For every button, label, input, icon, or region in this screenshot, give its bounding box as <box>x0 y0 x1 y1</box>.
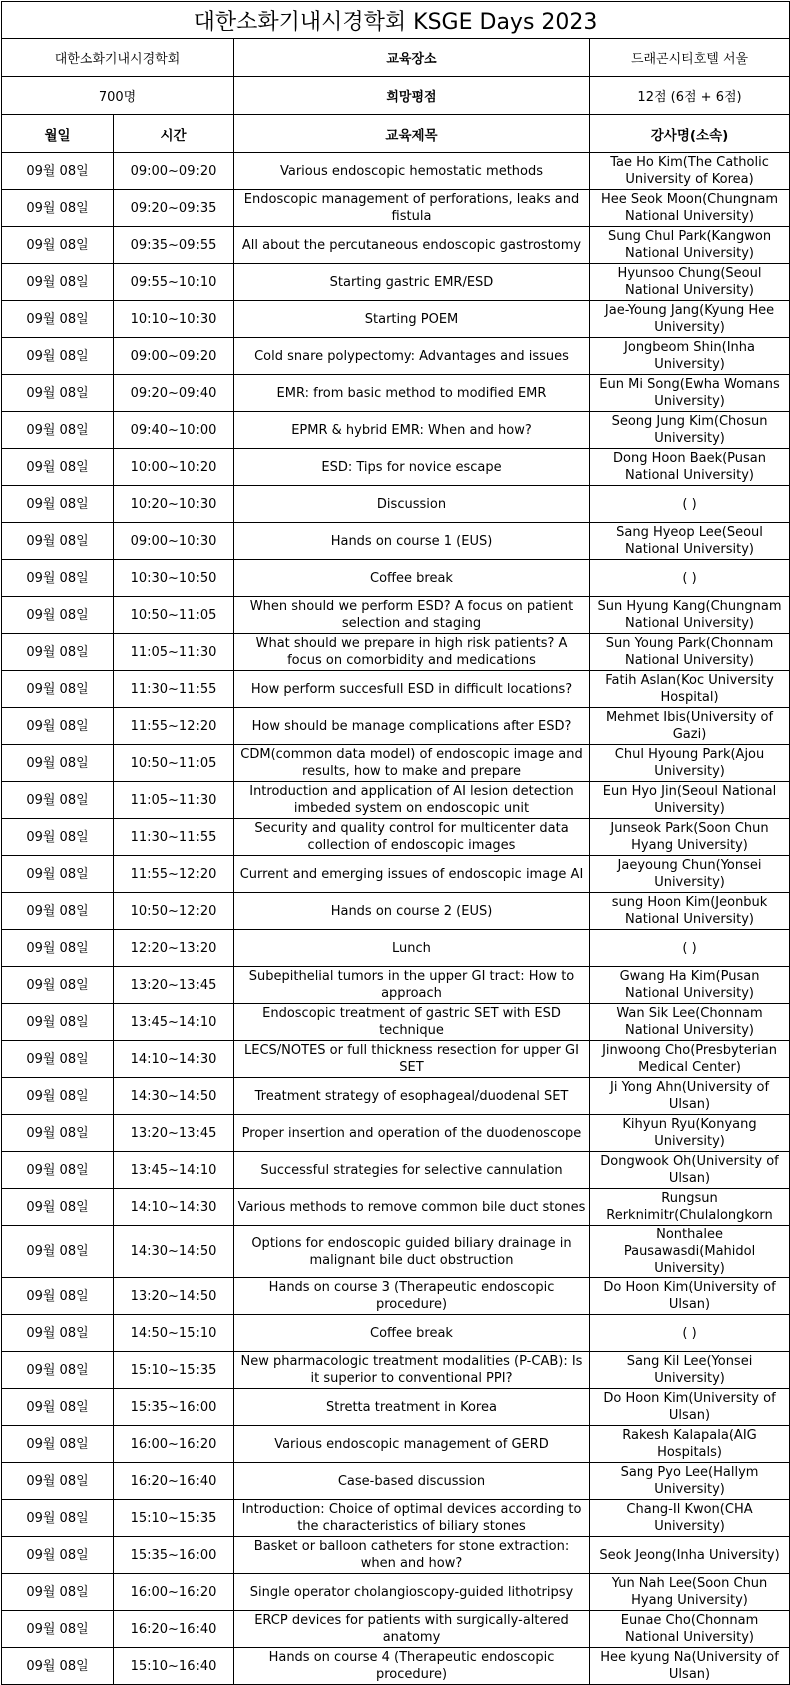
table-row <box>2 708 790 745</box>
cell-time: 10:50~12:20 <box>114 893 234 930</box>
cell-date: 09월 08일 <box>2 190 114 227</box>
table-row <box>2 1115 790 1152</box>
cell-time: 11:05~11:30 <box>114 634 234 671</box>
cell-time: 15:35~16:00 <box>114 1389 234 1426</box>
cell-topic: Introduction: Choice of optimal devices according to the characteristics of biliary stones <box>234 1500 590 1537</box>
cell-topic: Endoscopic treatment of gastric SET with ESD technique <box>234 1004 590 1041</box>
cell-time: 11:55~12:20 <box>114 856 234 893</box>
table-row <box>2 412 790 449</box>
table-row <box>2 1574 790 1611</box>
header-date: 월일 <box>2 115 114 153</box>
table-row <box>2 227 790 264</box>
cell-topic: Cold snare polypectomy: Advantages and issues <box>234 338 590 375</box>
cell-date: 09월 08일 <box>2 1352 114 1389</box>
cell-time: 16:20~16:40 <box>114 1463 234 1500</box>
cell-date: 09월 08일 <box>2 1004 114 1041</box>
cell-lecturer: Hee Seok Moon(Chungnam National University) <box>590 190 790 227</box>
table-row <box>2 819 790 856</box>
cell-time: 10:30~10:50 <box>114 560 234 597</box>
cell-topic: LECS/NOTES or full thickness resection for upper GI SET <box>234 1041 590 1078</box>
cell-lecturer: Dong Hoon Baek(Pusan National University) <box>590 449 790 486</box>
cell-topic: Lunch <box>234 930 590 967</box>
cell-date: 09월 08일 <box>2 1041 114 1078</box>
cell-date: 09월 08일 <box>2 856 114 893</box>
cell-time: 14:30~14:50 <box>114 1226 234 1278</box>
cell-time: 13:45~14:10 <box>114 1152 234 1189</box>
cell-time: 14:30~14:50 <box>114 1078 234 1115</box>
cell-topic: How perform succesfull ESD in difficult locations? <box>234 671 590 708</box>
cell-topic: Endoscopic management of perforations, leaks and fistula <box>234 190 590 227</box>
table-row <box>2 1315 790 1352</box>
table-row <box>2 1500 790 1537</box>
cell-topic: Proper insertion and operation of the duodenoscope <box>234 1115 590 1152</box>
cell-lecturer: Fatih Aslan(Koc University Hospital) <box>590 671 790 708</box>
cell-topic: Starting POEM <box>234 301 590 338</box>
table-row <box>2 1041 790 1078</box>
cell-topic: Options for endoscopic guided biliary drainage in malignant bile duct obstruction <box>234 1226 590 1278</box>
cell-lecturer: Rakesh Kalapala(AIG Hospitals) <box>590 1426 790 1463</box>
cell-date: 09월 08일 <box>2 671 114 708</box>
cell-lecturer: Nonthalee Pausawasdi(Mahidol University) <box>590 1226 790 1278</box>
cell-topic: All about the percutaneous endoscopic gastrostomy <box>234 227 590 264</box>
table-row <box>2 1278 790 1315</box>
cell-topic: Starting gastric EMR/ESD <box>234 264 590 301</box>
cell-date: 09월 08일 <box>2 486 114 523</box>
cell-topic: Various endoscopic hemostatic methods <box>234 153 590 190</box>
cell-time: 09:35~09:55 <box>114 227 234 264</box>
cell-lecturer: Rungsun Rerknimitr(Chulalongkorn <box>590 1189 790 1226</box>
cell-date: 09월 08일 <box>2 153 114 190</box>
cell-time: 12:20~13:20 <box>114 930 234 967</box>
cell-topic: ERCP devices for patients with surgically-altered anatomy <box>234 1611 590 1648</box>
cell-date: 09월 08일 <box>2 1389 114 1426</box>
cell-date: 09월 08일 <box>2 1115 114 1152</box>
cell-date: 09월 08일 <box>2 1537 114 1574</box>
credit-value: 12점 (6점 + 6점) <box>590 77 790 115</box>
table-row <box>2 1004 790 1041</box>
cell-date: 09월 08일 <box>2 1278 114 1315</box>
cell-date: 09월 08일 <box>2 264 114 301</box>
cell-topic: Successful strategies for selective cannulation <box>234 1152 590 1189</box>
cell-lecturer: Ji Yong Ahn(University of Ulsan) <box>590 1078 790 1115</box>
table-row <box>2 893 790 930</box>
cell-topic: Security and quality control for multicenter data collection of endoscopic images <box>234 819 590 856</box>
cell-time: 10:20~10:30 <box>114 486 234 523</box>
table-row <box>2 338 790 375</box>
cell-topic: CDM(common data model) of endoscopic image and results, how to make and prepare <box>234 745 590 782</box>
cell-lecturer: Seong Jung Kim(Chosun University) <box>590 412 790 449</box>
title-row <box>2 2 790 39</box>
cell-lecturer: sung Hoon Kim(Jeonbuk National University) <box>590 893 790 930</box>
cell-lecturer: ( ) <box>590 486 790 523</box>
cell-time: 09:20~09:35 <box>114 190 234 227</box>
schedule-table <box>1 1 790 1685</box>
cell-topic: Basket or balloon catheters for stone extraction: when and how? <box>234 1537 590 1574</box>
cell-lecturer: Eun Hyo Jin(Seoul National University) <box>590 782 790 819</box>
info-row-credits <box>2 77 790 115</box>
cell-time: 15:10~16:40 <box>114 1648 234 1685</box>
cell-time: 16:20~16:40 <box>114 1611 234 1648</box>
cell-time: 09:00~09:20 <box>114 338 234 375</box>
venue-value: 드래곤시티호텔 서울 <box>590 39 790 77</box>
cell-time: 13:20~13:45 <box>114 1115 234 1152</box>
cell-topic: Hands on course 2 (EUS) <box>234 893 590 930</box>
cell-lecturer: Sun Hyung Kang(Chungnam National University) <box>590 597 790 634</box>
cell-date: 09월 08일 <box>2 708 114 745</box>
table-row <box>2 449 790 486</box>
cell-lecturer: Do Hoon Kim(University of Ulsan) <box>590 1278 790 1315</box>
cell-topic: Treatment strategy of esophageal/duodenal SET <box>234 1078 590 1115</box>
attendees-cell: 700명 <box>2 77 234 115</box>
table-row <box>2 1426 790 1463</box>
cell-time: 11:05~11:30 <box>114 782 234 819</box>
cell-lecturer: Hee kyung Na(University of Ulsan) <box>590 1648 790 1685</box>
cell-topic: Various endoscopic management of GERD <box>234 1426 590 1463</box>
schedule-sheet <box>1 1 789 1685</box>
cell-time: 16:00~16:20 <box>114 1426 234 1463</box>
cell-date: 09월 08일 <box>2 1500 114 1537</box>
table-row <box>2 782 790 819</box>
cell-date: 09월 08일 <box>2 412 114 449</box>
cell-date: 09월 08일 <box>2 597 114 634</box>
cell-date: 09월 08일 <box>2 782 114 819</box>
table-row <box>2 190 790 227</box>
cell-lecturer: Junseok Park(Soon Chun Hyang University) <box>590 819 790 856</box>
cell-date: 09월 08일 <box>2 634 114 671</box>
cell-lecturer: Tae Ho Kim(The Catholic University of Korea) <box>590 153 790 190</box>
cell-lecturer: ( ) <box>590 1315 790 1352</box>
table-row <box>2 745 790 782</box>
cell-topic: Single operator cholangioscopy-guided lithotripsy <box>234 1574 590 1611</box>
cell-time: 14:10~14:30 <box>114 1189 234 1226</box>
table-row <box>2 523 790 560</box>
cell-time: 13:20~14:50 <box>114 1278 234 1315</box>
table-row <box>2 1537 790 1574</box>
table-row <box>2 375 790 412</box>
cell-topic: When should we perform ESD? A focus on patient selection and staging <box>234 597 590 634</box>
cell-lecturer: Eunae Cho(Chonnam National University) <box>590 1611 790 1648</box>
cell-time: 15:35~16:00 <box>114 1537 234 1574</box>
cell-date: 09월 08일 <box>2 930 114 967</box>
cell-lecturer: Jaeyoung Chun(Yonsei University) <box>590 856 790 893</box>
cell-time: 16:00~16:20 <box>114 1574 234 1611</box>
cell-time: 15:10~15:35 <box>114 1352 234 1389</box>
table-row <box>2 634 790 671</box>
cell-date: 09월 08일 <box>2 338 114 375</box>
cell-date: 09월 08일 <box>2 893 114 930</box>
cell-topic: Coffee break <box>234 560 590 597</box>
table-row <box>2 1078 790 1115</box>
cell-lecturer: ( ) <box>590 560 790 597</box>
cell-topic: What should we prepare in high risk patients? A focus on comorbidity and medications <box>234 634 590 671</box>
table-row <box>2 264 790 301</box>
cell-lecturer: Mehmet Ibis(University of Gazi) <box>590 708 790 745</box>
table-row <box>2 1352 790 1389</box>
cell-time: 13:20~13:45 <box>114 967 234 1004</box>
table-row <box>2 1152 790 1189</box>
cell-time: 09:00~09:20 <box>114 153 234 190</box>
cell-topic: ESD: Tips for novice escape <box>234 449 590 486</box>
cell-lecturer: Seok Jeong(Inha University) <box>590 1537 790 1574</box>
cell-lecturer: Chul Hyoung Park(Ajou University) <box>590 745 790 782</box>
cell-date: 09월 08일 <box>2 745 114 782</box>
table-row <box>2 560 790 597</box>
table-row <box>2 856 790 893</box>
cell-lecturer: Dongwook Oh(University of Ulsan) <box>590 1152 790 1189</box>
cell-lecturer: Hyunsoo Chung(Seoul National University) <box>590 264 790 301</box>
cell-topic: Hands on course 1 (EUS) <box>234 523 590 560</box>
cell-lecturer: Eun Mi Song(Ewha Womans University) <box>590 375 790 412</box>
cell-topic: Introduction and application of AI lesion detection imbeded system on endoscopic unit <box>234 782 590 819</box>
cell-date: 09월 08일 <box>2 1078 114 1115</box>
cell-date: 09월 08일 <box>2 560 114 597</box>
cell-lecturer: Wan Sik Lee(Chonnam National University) <box>590 1004 790 1041</box>
cell-time: 09:55~10:10 <box>114 264 234 301</box>
table-row <box>2 486 790 523</box>
table-row <box>2 1648 790 1685</box>
cell-time: 10:00~10:20 <box>114 449 234 486</box>
cell-date: 09월 08일 <box>2 375 114 412</box>
cell-lecturer: Sang Kil Lee(Yonsei University) <box>590 1352 790 1389</box>
table-row <box>2 1463 790 1500</box>
header-time: 시간 <box>114 115 234 153</box>
cell-time: 10:50~11:05 <box>114 597 234 634</box>
cell-time: 11:30~11:55 <box>114 819 234 856</box>
cell-time: 09:00~10:30 <box>114 523 234 560</box>
cell-lecturer: Sung Chul Park(Kangwon National University) <box>590 227 790 264</box>
cell-topic: Coffee break <box>234 1315 590 1352</box>
cell-date: 09월 08일 <box>2 301 114 338</box>
table-row <box>2 1611 790 1648</box>
cell-topic: New pharmacologic treatment modalities (P-CAB): Is it superior to conventional PPI? <box>234 1352 590 1389</box>
cell-date: 09월 08일 <box>2 1463 114 1500</box>
table-row <box>2 967 790 1004</box>
table-row <box>2 301 790 338</box>
cell-lecturer: Sang Hyeop Lee(Seoul National University) <box>590 523 790 560</box>
cell-time: 11:55~12:20 <box>114 708 234 745</box>
cell-topic: Stretta treatment in Korea <box>234 1389 590 1426</box>
header-row <box>2 115 790 153</box>
cell-date: 09월 08일 <box>2 967 114 1004</box>
cell-lecturer: Kihyun Ryu(Konyang University) <box>590 1115 790 1152</box>
cell-date: 09월 08일 <box>2 227 114 264</box>
cell-lecturer: Sang Pyo Lee(Hallym University) <box>590 1463 790 1500</box>
cell-lecturer: Jongbeom Shin(Inha University) <box>590 338 790 375</box>
cell-topic: EMR: from basic method to modified EMR <box>234 375 590 412</box>
table-row <box>2 930 790 967</box>
cell-time: 13:45~14:10 <box>114 1004 234 1041</box>
cell-lecturer: Chang-Il Kwon(CHA University) <box>590 1500 790 1537</box>
cell-date: 09월 08일 <box>2 1226 114 1278</box>
venue-label: 교육장소 <box>234 39 590 77</box>
cell-date: 09월 08일 <box>2 1574 114 1611</box>
cell-lecturer: Sun Young Park(Chonnam National University) <box>590 634 790 671</box>
cell-lecturer: Gwang Ha Kim(Pusan National University) <box>590 967 790 1004</box>
table-row <box>2 1226 790 1278</box>
cell-date: 09월 08일 <box>2 449 114 486</box>
cell-lecturer: Jinwoong Cho(Presbyterian Medical Center) <box>590 1041 790 1078</box>
table-row <box>2 153 790 190</box>
table-row <box>2 1389 790 1426</box>
cell-topic: Discussion <box>234 486 590 523</box>
cell-date: 09월 08일 <box>2 1189 114 1226</box>
cell-topic: Current and emerging issues of endoscopic image AI <box>234 856 590 893</box>
cell-date: 09월 08일 <box>2 1315 114 1352</box>
document-title: 대한소화기내시경학회 KSGE Days 2023 <box>2 2 790 39</box>
cell-lecturer: ( ) <box>590 930 790 967</box>
cell-date: 09월 08일 <box>2 1648 114 1685</box>
cell-topic: Subepithelial tumors in the upper GI tract: How to approach <box>234 967 590 1004</box>
cell-time: 14:10~14:30 <box>114 1041 234 1078</box>
info-row-venue <box>2 39 790 77</box>
header-topic: 교육제목 <box>234 115 590 153</box>
cell-lecturer: Jae-Young Jang(Kyung Hee University) <box>590 301 790 338</box>
cell-time: 10:10~10:30 <box>114 301 234 338</box>
cell-date: 09월 08일 <box>2 523 114 560</box>
cell-date: 09월 08일 <box>2 1611 114 1648</box>
cell-time: 11:30~11:55 <box>114 671 234 708</box>
table-row <box>2 1189 790 1226</box>
cell-date: 09월 08일 <box>2 1152 114 1189</box>
cell-topic: EPMR & hybrid EMR: When and how? <box>234 412 590 449</box>
cell-topic: Hands on course 3 (Therapeutic endoscopic procedure) <box>234 1278 590 1315</box>
cell-time: 15:10~15:35 <box>114 1500 234 1537</box>
cell-lecturer: Yun Nah Lee(Soon Chun Hyang University) <box>590 1574 790 1611</box>
cell-date: 09월 08일 <box>2 1426 114 1463</box>
organizer-cell: 대한소화기내시경학회 <box>2 39 234 77</box>
cell-time: 10:50~11:05 <box>114 745 234 782</box>
cell-topic: Various methods to remove common bile duct stones <box>234 1189 590 1226</box>
cell-lecturer: Do Hoon Kim(University of Ulsan) <box>590 1389 790 1426</box>
cell-topic: How should be manage complications after ESD? <box>234 708 590 745</box>
table-row <box>2 597 790 634</box>
cell-time: 09:40~10:00 <box>114 412 234 449</box>
header-lecturer: 강사명(소속) <box>590 115 790 153</box>
cell-date: 09월 08일 <box>2 819 114 856</box>
cell-topic: Case-based discussion <box>234 1463 590 1500</box>
cell-topic: Hands on course 4 (Therapeutic endoscopic procedure) <box>234 1648 590 1685</box>
credit-label: 희망평점 <box>234 77 590 115</box>
table-row <box>2 671 790 708</box>
cell-time: 09:20~09:40 <box>114 375 234 412</box>
cell-time: 14:50~15:10 <box>114 1315 234 1352</box>
